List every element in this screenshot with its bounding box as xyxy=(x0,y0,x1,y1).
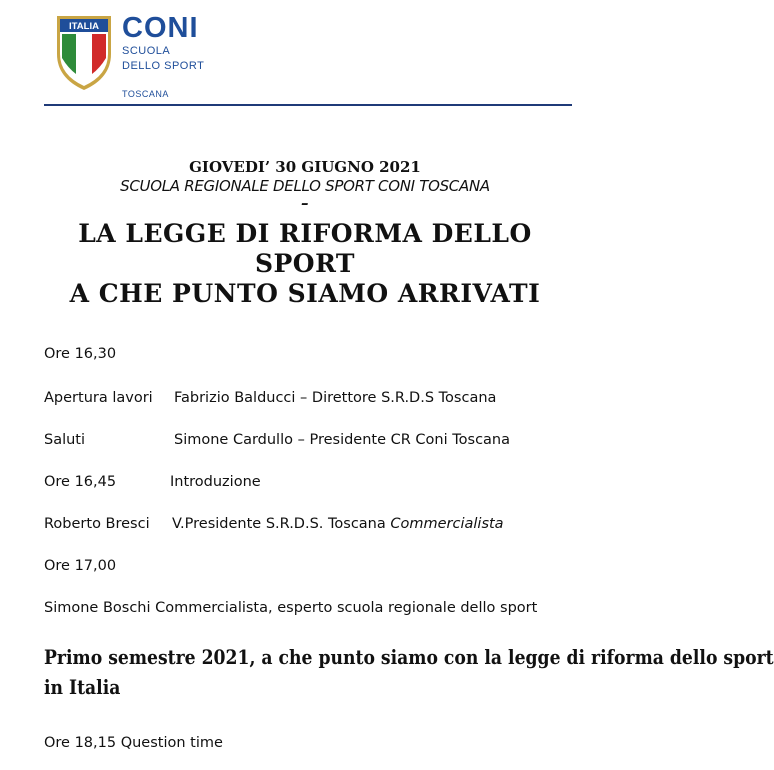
speaker-1-info xyxy=(172,514,504,534)
main-title-line-2: SPORT xyxy=(254,249,356,278)
organizer: SCUOLA REGIONALE DELLO SPORT CONI TOSCANA xyxy=(120,177,490,195)
brand-sub-2: DELLO SPORT xyxy=(122,60,205,72)
greetings-label: Saluti xyxy=(44,432,86,448)
time-3: Ore 17,00 xyxy=(44,558,117,574)
header-divider xyxy=(44,104,572,106)
opening-label: Apertura lavori xyxy=(44,390,153,406)
speaker-1-name: Roberto Bresci xyxy=(44,516,150,532)
opening-row xyxy=(44,388,497,408)
opening-text: Fabrizio Balducci – Direttore S.R.D.S Toscana xyxy=(174,390,497,406)
header xyxy=(0,0,610,110)
brand-region: TOSCANA xyxy=(122,89,169,99)
speaker-1-title: Commercialista xyxy=(390,516,504,532)
brand-sub-1: SCUOLA xyxy=(122,45,171,57)
intro-row xyxy=(44,472,261,492)
talk-topic xyxy=(44,642,774,702)
time-1: Ore 16,30 xyxy=(44,346,117,362)
main-title xyxy=(0,219,610,309)
intro-text: Introduzione xyxy=(170,474,261,490)
brand xyxy=(122,14,204,73)
time-2: Ore 16,45 xyxy=(44,474,117,490)
main-title-line-1: LA LEGGE DI RIFORMA DELLO xyxy=(78,219,532,248)
talk-topic-line-1: Primo semestre 2021, a che punto siamo con la legge di riforma dello sport xyxy=(44,645,774,669)
greetings-row xyxy=(44,430,511,450)
event-date: GIOVEDI’ 30 GIUGNO 2021 xyxy=(189,158,421,176)
main-title-line-3: A CHE PUNTO SIAMO ARRIVATI xyxy=(69,279,541,308)
italia-shield-icon xyxy=(55,14,113,92)
greetings-text: Simone Cardullo – Presidente CR Coni Toscana xyxy=(174,432,511,448)
speaker-2: Simone Boschi Commercialista, esperto scuola regionale dello sport xyxy=(44,600,538,616)
title-block xyxy=(0,158,610,309)
title-dash: – xyxy=(301,194,309,212)
speaker-1-row xyxy=(44,514,504,534)
talk-topic-line-2: in Italia xyxy=(44,675,121,699)
closing: Ore 18,15 Question time xyxy=(44,735,223,751)
shield-text: ITALIA xyxy=(69,21,99,32)
speaker-1-role: V.Presidente S.R.D.S. Toscana xyxy=(172,516,386,532)
brand-title: CONI xyxy=(122,12,199,44)
